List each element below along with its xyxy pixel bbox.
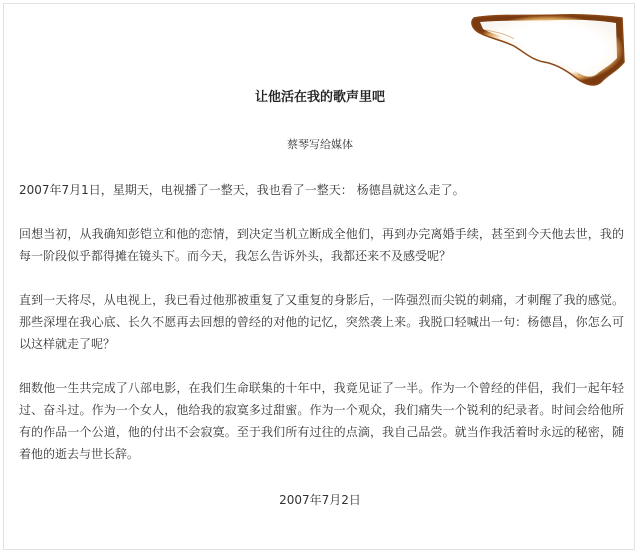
signature-date: 2007年7月2日 [279, 493, 361, 507]
paragraph-1: 2007年7月1日，星期天，电视播了一整天，我也看了一整天： 杨德昌就这么走了。 [19, 183, 465, 197]
page-title: 让他活在我的歌声里吧 [254, 90, 385, 105]
paragraph-2: 回想当初，从我确知彭铠立和他的恋情，到决定当机立断成全他们，再到办完离婚手续，甚至到今天他去世，我的每一阶段似乎都得摊在镜头下。而今天，我怎么告诉外头，我都还来不及感受呢？ [19, 227, 624, 263]
letter-page [3, 3, 635, 550]
burnt-paper-corner-icon [466, 12, 626, 92]
paragraph-4: 细数他一生共完成了八部电影，在我们生命联集的十年中，我竟见证了一半。作为一个曾经的伴侣，我们一起年轻过、奋斗过。作为一个女人，他给我的寂寞多过甜蜜。作为一个观众，我们痛失一个锐利的纪录者。时间会给他所有的作品一个公道，他的付出不会寂寞。至于我们所有过往的点滴，我自己品尝。就当作我活着时永远的秘密，随着他的逝去与世长辞。 [19, 381, 624, 461]
author-line: 蔡琴写给媒体 [287, 138, 353, 151]
paragraph-3: 直到一天将尽，从电视上，我已看过他那被重复了又重复的身影后，一阵强烈而尖锐的刺痛，才刺醒了我的感觉。那些深埋在我心底、长久不愿再去回想的曾经的对他的记忆，突然袭上来。我脱口轻喊出一句：杨德昌，你怎么可以这样就走了呢？ [19, 293, 624, 351]
